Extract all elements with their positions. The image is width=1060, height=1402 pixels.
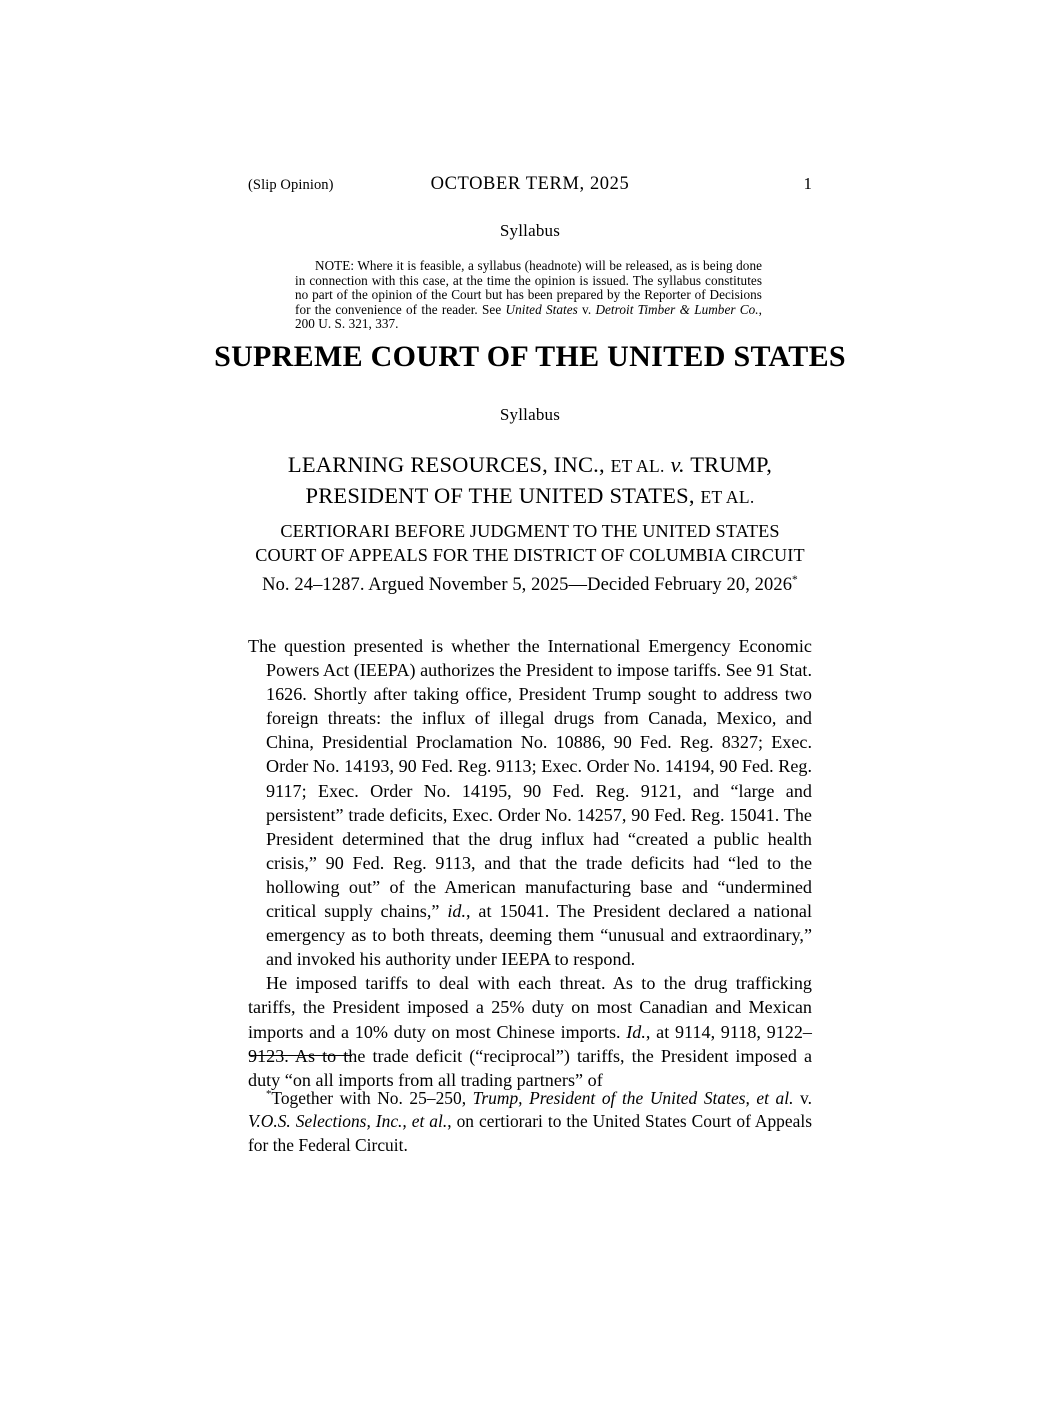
footnote (248, 1087, 812, 1157)
note-case-name-1: United States (505, 301, 578, 317)
caption-versus: v. (670, 452, 685, 477)
paragraph-1-text-a: The question presented is whether the International Emergency Economic Powers Act (IEEPA) authorizes the President to impose tariffs. See 91 Stat. 1626. Shortly after taking office, President Trump sought to address two foreign threats: the influx of illegal drugs from Canada, Mexico, and China, Presidential Proclamation No. 10886, 90 Fed. Reg. 8327; Exec. Order No. 14193, 90 Fed. Reg. 9113; Exec. Order No. 14194, 90 Fed. Reg. 9117; Exec. Order No. 14195, 90 Fed. Reg. 9121, and “large and persistent” trade deficits, Exec. Order No. 14257, 90 Fed. Reg. 15041. The President determined that the drug influx had “created a public health crisis,” 90 Fed. Reg. 9113, and that the trade deficits had “led to the hollowing out” of the American manufacturing base and “undermined critical supply chains,” (248, 636, 812, 922)
paragraph-2-id-citation: Id. (626, 1021, 646, 1042)
body-paragraph-1 (248, 634, 812, 971)
paragraph-1-text-b: , at 15041. The President declared a national emergency as to both threats, deeming them “unusual and extraordinary,” and invoked his authority under IEEPA to respond. (266, 901, 812, 970)
syllabus-heading: Syllabus (499, 405, 561, 424)
footnote-versus: v. (793, 1088, 812, 1108)
syllabus-running-label: Syllabus (499, 221, 561, 240)
body-paragraph-2 (248, 971, 812, 1091)
footnote-separator-rule (249, 1055, 352, 1056)
page-number: 1 (803, 174, 812, 193)
caption-respondent: TRUMP, (690, 452, 773, 477)
certiorari-line-1: CERTIORARI BEFORE JUDGMENT TO THE UNITED STATES (280, 521, 780, 541)
footnote-case-name-2: V.O.S. Selections, Inc., et al. (248, 1111, 448, 1132)
footnote-text-part-1: Together with No. 25–250, (271, 1088, 473, 1108)
docket-line (130, 575, 930, 596)
footnote-asterisk: * (266, 1088, 272, 1101)
caption-etal-1: ET AL. (610, 456, 665, 476)
note-citation: , 200 U. S. 321, 337. (295, 301, 762, 332)
syllabus-body (248, 634, 812, 1092)
slip-opinion-label: (Slip Opinion) (248, 177, 334, 193)
term-title: OCTOBER TERM, 2025 (430, 174, 630, 194)
footnote-text-part-2: , on certiorari to the United States Court of Appeals for the Federal Circuit. (248, 1111, 813, 1155)
certiorari-line-2: COURT OF APPEALS FOR THE DISTRICT OF COLUMBIA CIRCUIT (255, 545, 805, 565)
note-case-name-2: Detroit Timber & Lumber Co. (595, 301, 759, 317)
page-title: SUPREME COURT OF THE UNITED STATES (214, 340, 846, 373)
note-text: NOTE: Where it is feasible, a syllabus (headnote) will be released, as is being done in connection with this case, at the time the opinion is issued. The syllabus constitutes no part of the opinion of the Court but has been prepared by the Reporter of Decisions for the convenience of the reader. See (295, 258, 762, 317)
note-versus: v. (577, 301, 596, 317)
paragraph-2-text-a: He imposed tariffs to deal with each threat. As to the drug trafficking tariffs, the President imposed a 25% duty on most Canadian and Mexican imports and a 10% duty on most Chinese imports. (248, 973, 812, 1042)
running-head (248, 174, 812, 196)
reporter-note (295, 259, 762, 332)
caption-petitioner: LEARNING RESOURCES, INC., (287, 452, 605, 477)
docket-text: No. 24–1287. Argued November 5, 2025—Decided February 20, 2026 (262, 575, 793, 595)
caption-etal-2: ET AL. (700, 487, 755, 507)
caption-respondent-title: PRESIDENT OF THE UNITED STATES, (305, 483, 695, 508)
footnote-case-name-1: Trump, President of the United States, et al. (472, 1088, 794, 1108)
certiorari-statement (130, 519, 930, 567)
paragraph-1-id-citation: id. (447, 901, 467, 922)
docket-footnote-marker: * (792, 573, 798, 586)
case-caption (170, 450, 890, 512)
paragraph-2-text-b: , at 9114, 9118, 9122–9123. As to the trade deficit (“reciprocal”) tariffs, the President imposed a duty “on all imports from all trading partners” of (248, 1021, 812, 1090)
